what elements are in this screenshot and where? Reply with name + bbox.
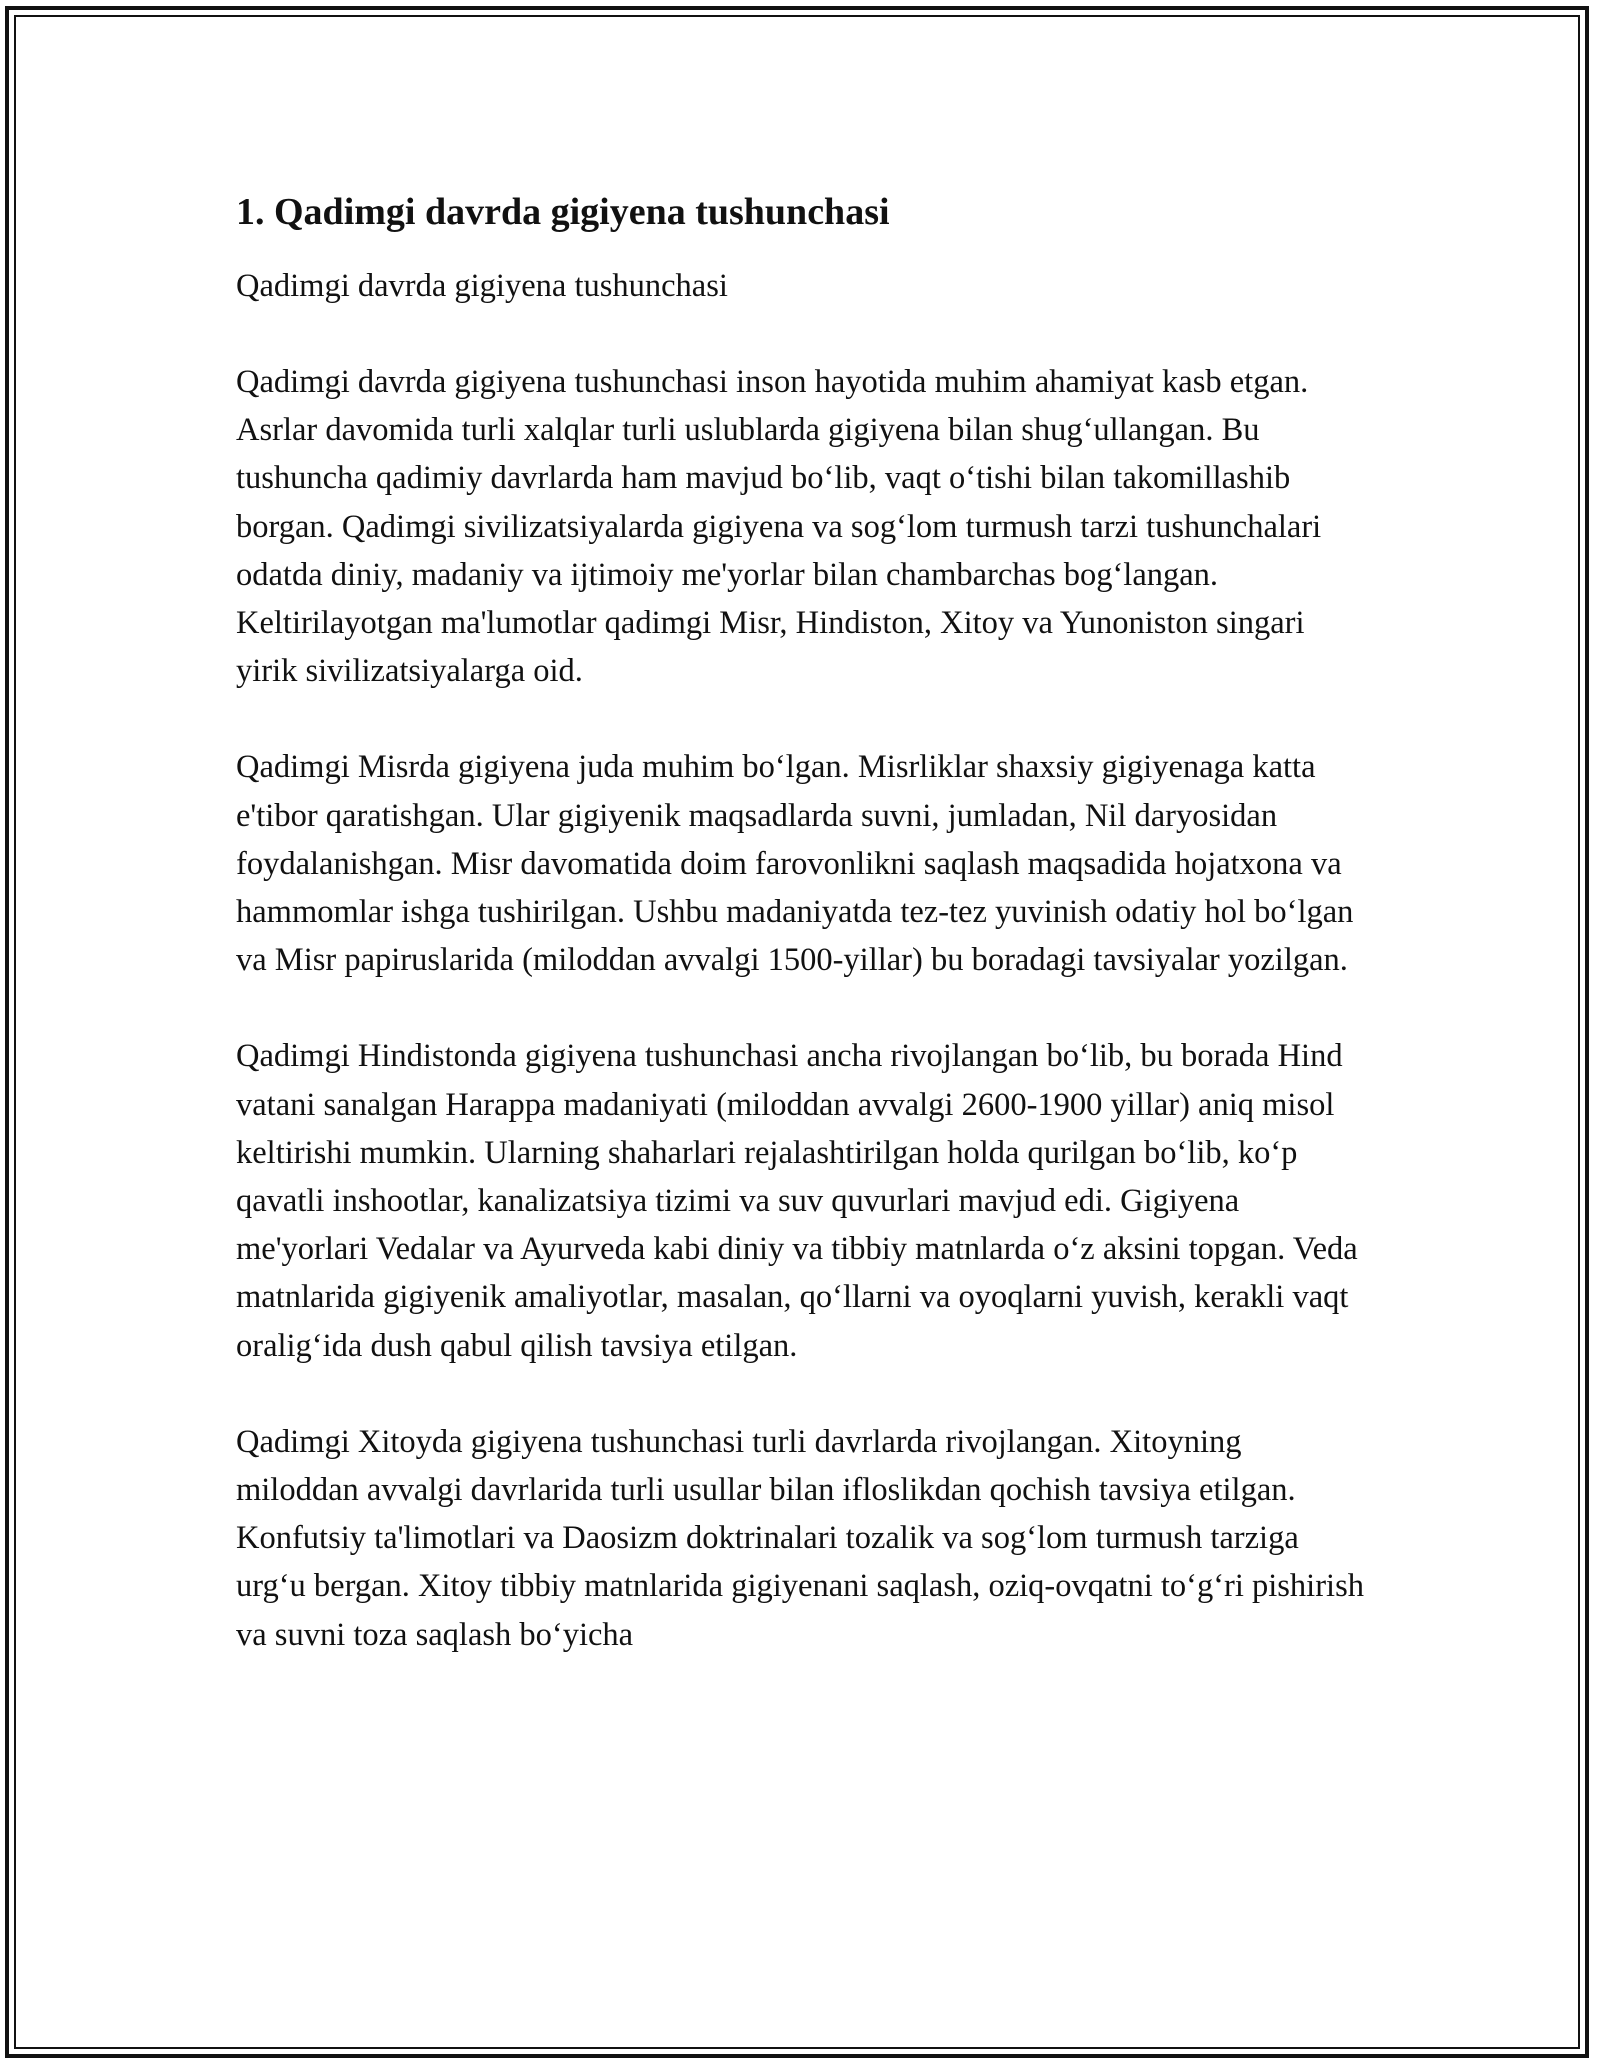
paragraph-egypt: Qadimgi Misrda gigiyena juda muhim bo‘lgan. Misrliklar shaxsiy gigiyenaga katta e'tibor qaratishgan. Ular gigiyenik maqsadlarda suvni, jumladan, Nil daryosidan foydalanishgan. Misr davomatida doim farovonlikni saqlash maqsadida hojatxona va hammomlar ishga tushirilgan. Ushbu madaniyatda tez-tez yuvinish odatiy hol bo‘lgan va Misr papiruslarida (miloddan avvalgi 1500-yillar) bu boradagi tavsiyalar yozilgan. [236,749,1354,979]
section-subtitle: Qadimgi davrda gigiyena tushunchasi [236,268,728,304]
paragraph-china: Qadimgi Xitoyda gigiyena tushunchasi turli davrlarda rivojlangan. Xitoyning miloddan avvalgi davrlarida turli usullar bilan ifloslikdan qochish tavsiya etilgan. Konfutsiy ta'limotlari va Daosizm doktrinalari tozalik va sog‘lom turmush tarziga urg‘u bergan. Xitoy tibbiy matnlarida gigiyenani saqlash, oziq-ovqatni to‘g‘ri pishirish va suvni toza saqlash bo‘yicha [236,1423,1364,1653]
document-body [236,186,1366,1659]
paragraph-intro: Qadimgi davrda gigiyena tushunchasi inson hayotida muhim ahamiyat kasb etgan. Asrlar davomida turli xalqlar turli uslublarda gigiyena bilan shug‘ullangan. Bu tushuncha qadimiy davrlarda ham mavjud bo‘lib, vaqt o‘tishi bilan takomillashib borgan. Qadimgi sivilizatsiyalarda gigiyena va sog‘lom turmush tarzi tushunchalari odatda diniy, madaniy va ijtimoiy me'yorlar bilan chambarchas bog‘langan. Keltirilayotgan ma'lumotlar qadimgi Misr, Hindiston, Xitoy va Yunoniston singari yirik sivilizatsiyalarga oid. [236,364,1322,690]
section-heading: 1. Qadimgi davrda gigiyena tushunchasi [236,191,890,233]
paragraph-india: Qadimgi Hindistonda gigiyena tushunchasi ancha rivojlangan bo‘lib, bu borada Hind vatani sanalgan Harappa madaniyati (miloddan avvalgi 2600-1900 yillar) aniq misol keltirishi mumkin. Ularning shaharlari rejalashtirilgan holda qurilgan bo‘lib, ko‘p qavatli inshootlar, kanalizatsiya tizimi va suv quvurlari mavjud edi. Gigiyena me'yorlari Vedalar va Ayurveda kabi diniy va tibbiy matnlarda o‘z aksini topgan. Veda matnlarida gigiyenik amaliyotlar, masalan, qo‘llarni va oyoqlarni yuvish, kerakli vaqt oralig‘ida dush qabul qilish tavsiya etilgan. [236,1038,1358,1364]
